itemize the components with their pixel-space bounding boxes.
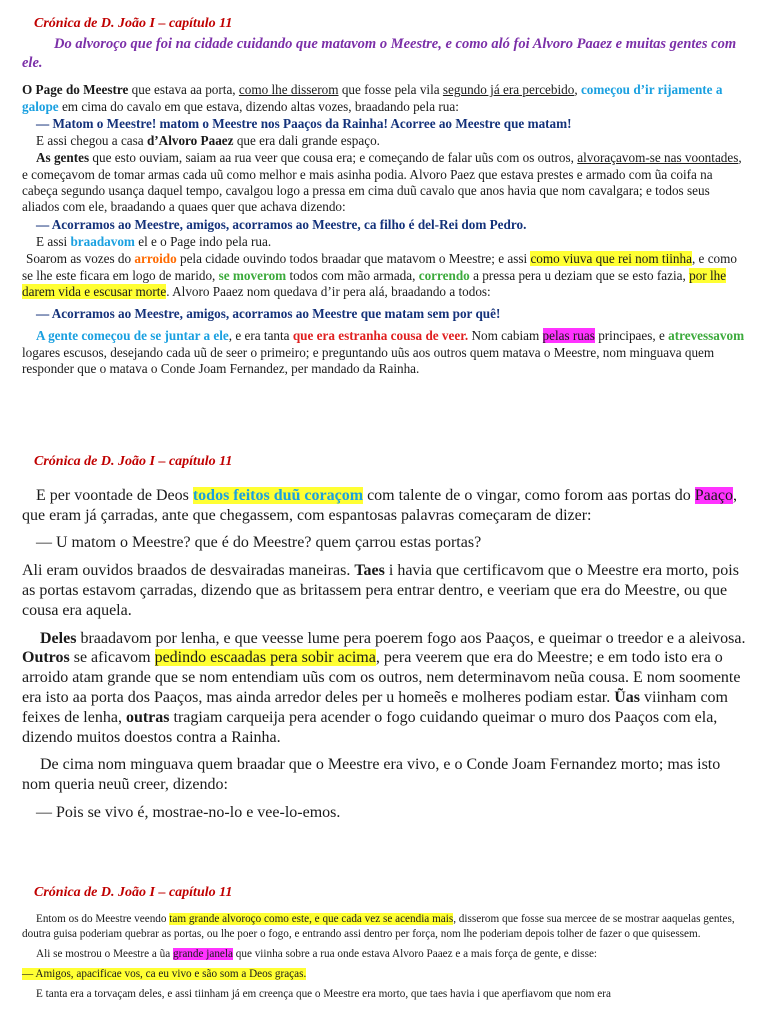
highlighted-text: todos feitos duũ coraçom <box>192 486 364 504</box>
underlined-text: como lhe disserom <box>238 82 339 98</box>
text-span: , e como se lhe este ficara em logo de marido, <box>22 251 737 283</box>
chapter-subtitle: Do alvoroço que foi na cidade cuidando que matavom o Meestre, e como aló foi Alvoro Paaez e muitas gentes com ele. <box>22 36 737 72</box>
text-span: , e começavom de tomar armas cada uũ como melhor e mais asinha podia. Alvoro Paez que estava prestes e armado com ũa coifa na cabeça segundo usança daquel tempo, cavalgou logo a pressa em cima duũ cavalo que anos havia que nom cavalgara; e todos seus aliados com ele, braadando a quaes quer que achava dizendo: <box>22 150 742 215</box>
text-span: E per voontade de Deos <box>36 486 193 504</box>
highlighted-text: correndo <box>418 267 470 283</box>
highlighted-text: Paaço <box>694 486 733 504</box>
highlighted-text: que era estranha cousa de veer. <box>292 328 469 344</box>
text-span: tragiam carqueija pera acender o fogo cuidando queimar o muro dos Paaços com ela, dizendo muitos doestos contra a Rainha. <box>22 708 718 746</box>
text-span: O Page do Meestre <box>22 82 129 98</box>
paragraph <box>22 561 750 620</box>
bold-text: Deles <box>40 629 77 647</box>
text-span: Ali se mostrou o Meestre a ũa <box>36 948 174 960</box>
highlighted-text: por lhe darem vida e escusar morte <box>22 267 727 299</box>
text-span: i havia que certificavom que o Meestre era morto, pois as portas estavom çarradas, dizendo que as britassem pera entrar dentro, e veeriam que era do Meestre, ou que cousa era aquela. <box>22 562 739 619</box>
paragraph <box>22 912 750 942</box>
paragraph <box>22 486 750 526</box>
underlined-text: alvoraçavom-se nas voontades <box>577 150 739 166</box>
text-span: que esto ouviam, saiam aa rua veer que cousa era; e começando de falar uũs com os outros, <box>89 150 578 166</box>
highlighted-text: se moverom <box>218 267 287 283</box>
chronicle-excerpt-1 <box>22 16 750 378</box>
text-span: Entom os do Meestre veendo <box>36 913 170 925</box>
text-span: Nom cabiam <box>468 328 543 344</box>
text-span: em cima do cavalo em que estava, dizendo altas vozes, braadando pela rua: <box>58 98 459 114</box>
dialogue-line: — Matom o Meestre! matom o Meestre nos Paaços da Rainha! Acorree ao Meestre que matam! <box>36 115 572 131</box>
text-span: braadavom por lenha, e que veesse lume pera poerem fogo aos Paaços, e queimar o treedor e a aleivosa. <box>76 629 746 647</box>
text-span: , que eram já çarradas, ante que chegassem, com espantosas palavras começaram de dizer: <box>22 486 737 524</box>
dialogue-line: — U matom o Meestre? que é do Meestre? quem çarrou estas portas? <box>36 534 482 552</box>
text-span: Soarom as vozes do <box>26 251 135 267</box>
text-span: viinham com feixes de lenha, <box>22 688 728 726</box>
highlighted-text: tam grande alvoroço como este, e que cada vez se acendia mais <box>169 913 454 925</box>
bold-text: outras <box>125 708 170 726</box>
section-title: Crónica de D. João I – capítulo 11 <box>34 885 233 900</box>
paragraph <box>22 133 750 149</box>
dialogue-line: — Acorramos ao Meestre, amigos, acorramos ao Meestre que matam sem por quê! <box>36 306 501 322</box>
text-span: Ali eram ouvidos braados de desvairadas maneiras. <box>22 562 355 580</box>
bold-text: Outros <box>22 649 70 667</box>
paragraph <box>22 629 750 748</box>
highlighted-text: como viuva que rei nom tiinha <box>530 251 692 267</box>
text-span: principaes, e <box>594 328 669 344</box>
text-span: que fosse pela vila <box>338 82 443 98</box>
paragraph <box>22 251 750 300</box>
bold-text: As gentes <box>36 150 90 166</box>
paragraph <box>22 947 750 962</box>
highlighted-text: grande janela <box>173 948 233 960</box>
highlighted-text: braadavom <box>70 233 135 249</box>
text-span: el e o Page indo pela rua. <box>134 233 272 249</box>
chronicle-excerpt-2 <box>22 452 750 831</box>
text-span: pela cidade ouvindo todos braadar que matavom o Meestre; e assi <box>176 251 531 267</box>
text-span: , e era tanta <box>228 328 293 344</box>
highlighted-text: atrevessavom <box>668 328 745 344</box>
bold-text: Taes <box>354 562 385 580</box>
underlined-text: segundo já era percebido <box>442 82 575 98</box>
dialogue-line <box>22 967 750 982</box>
section-title: Crónica de D. João I – capítulo 11 <box>34 16 233 31</box>
highlighted-text: A gente começou de se juntar a ele <box>36 328 229 344</box>
text-span: que viinha sobre a rua onde estava Alvoro Paaez e a mais força de gente, e disse: <box>232 948 598 960</box>
text-span: com talente de o vingar, como forom aas portas do <box>363 486 695 504</box>
highlighted-text: pelas ruas <box>542 328 595 344</box>
bold-text: Ũas <box>614 688 641 706</box>
text-span: , <box>574 82 581 98</box>
dialogue-line: — Pois se vivo é, mostrae-no-lo e vee-lo-emos. <box>36 803 341 821</box>
text-span: que era dali grande espaço. <box>233 133 380 149</box>
text-span: E assi <box>36 233 71 249</box>
text-span: , disserom que fosse sua mercee de se mostrar aaquelas gentes, doutra guisa poderiam quebrar as portas, ou lhe poer o fogo, e entrando assi dentro per força, nom lhe poderiam depois tolher de fazer o que quisessem. <box>22 913 735 940</box>
dialogue-line: — Acorramos ao Meestre, amigos, acorramos ao Meestre, ca filho é del-Rei dom Pedro. <box>36 216 527 232</box>
highlighted-text: arroido <box>134 251 177 267</box>
paragraph <box>22 234 750 250</box>
section-title: Crónica de D. João I – capítulo 11 <box>34 454 233 469</box>
text-span: se aficavom <box>69 649 155 667</box>
text-span: E assi chegou a casa <box>36 133 147 149</box>
paragraph <box>22 328 750 377</box>
paragraph <box>22 150 750 215</box>
paragraph: E tanta era a torvaçam deles, e assi tiinham já em creença que o Meestre era morto, que taes havia i que aperfiavom que nom era <box>36 988 611 1000</box>
text-span: logares escusos, desejando cada uũ de seer o primeiro; e preguntando uũs aos outros quem matava o Meestre, nom minguava quem responder que o matava o Conde Joam Fernandez, per mandado da Rainha. <box>22 344 715 377</box>
highlighted-text: — Amigos, apacificae vos, ca eu vivo e são som a Deos graças. <box>22 968 307 980</box>
paragraph: De cima nom minguava quem braadar que o Meestre era vivo, e o Conde Joam Fernandez morto; mas isto nom queria neuũ creer, dizendo: <box>22 756 721 794</box>
text-span: que estava aa porta, <box>128 82 239 98</box>
highlighted-text: pedindo escaadas pera sobir acima <box>154 649 376 667</box>
text-span: . Alvoro Paaez nom quedava d’ir pera alá, braadando a todos: <box>166 283 491 299</box>
text-span: todos com mão armada, <box>286 267 419 283</box>
paragraph <box>22 82 750 115</box>
chronicle-excerpt-3 <box>22 885 750 1007</box>
highlighted-text: começou d’ir rijamente a galope <box>22 82 723 114</box>
bold-text: d’Alvoro Paaez <box>146 133 234 149</box>
text-span: , pera veerem que era do Meestre; e em todo isto era o arroido atam grande que se nom entendiam uũs com os outros, nem determinavom neũa cousa. E nom soomente era isto aa porta dos Paaços, mas ainda arredor deles per u homeẽs e molheres podiam estar. <box>22 649 741 706</box>
text-span: a pressa pera u deziam que se esto fazia, <box>469 267 690 283</box>
